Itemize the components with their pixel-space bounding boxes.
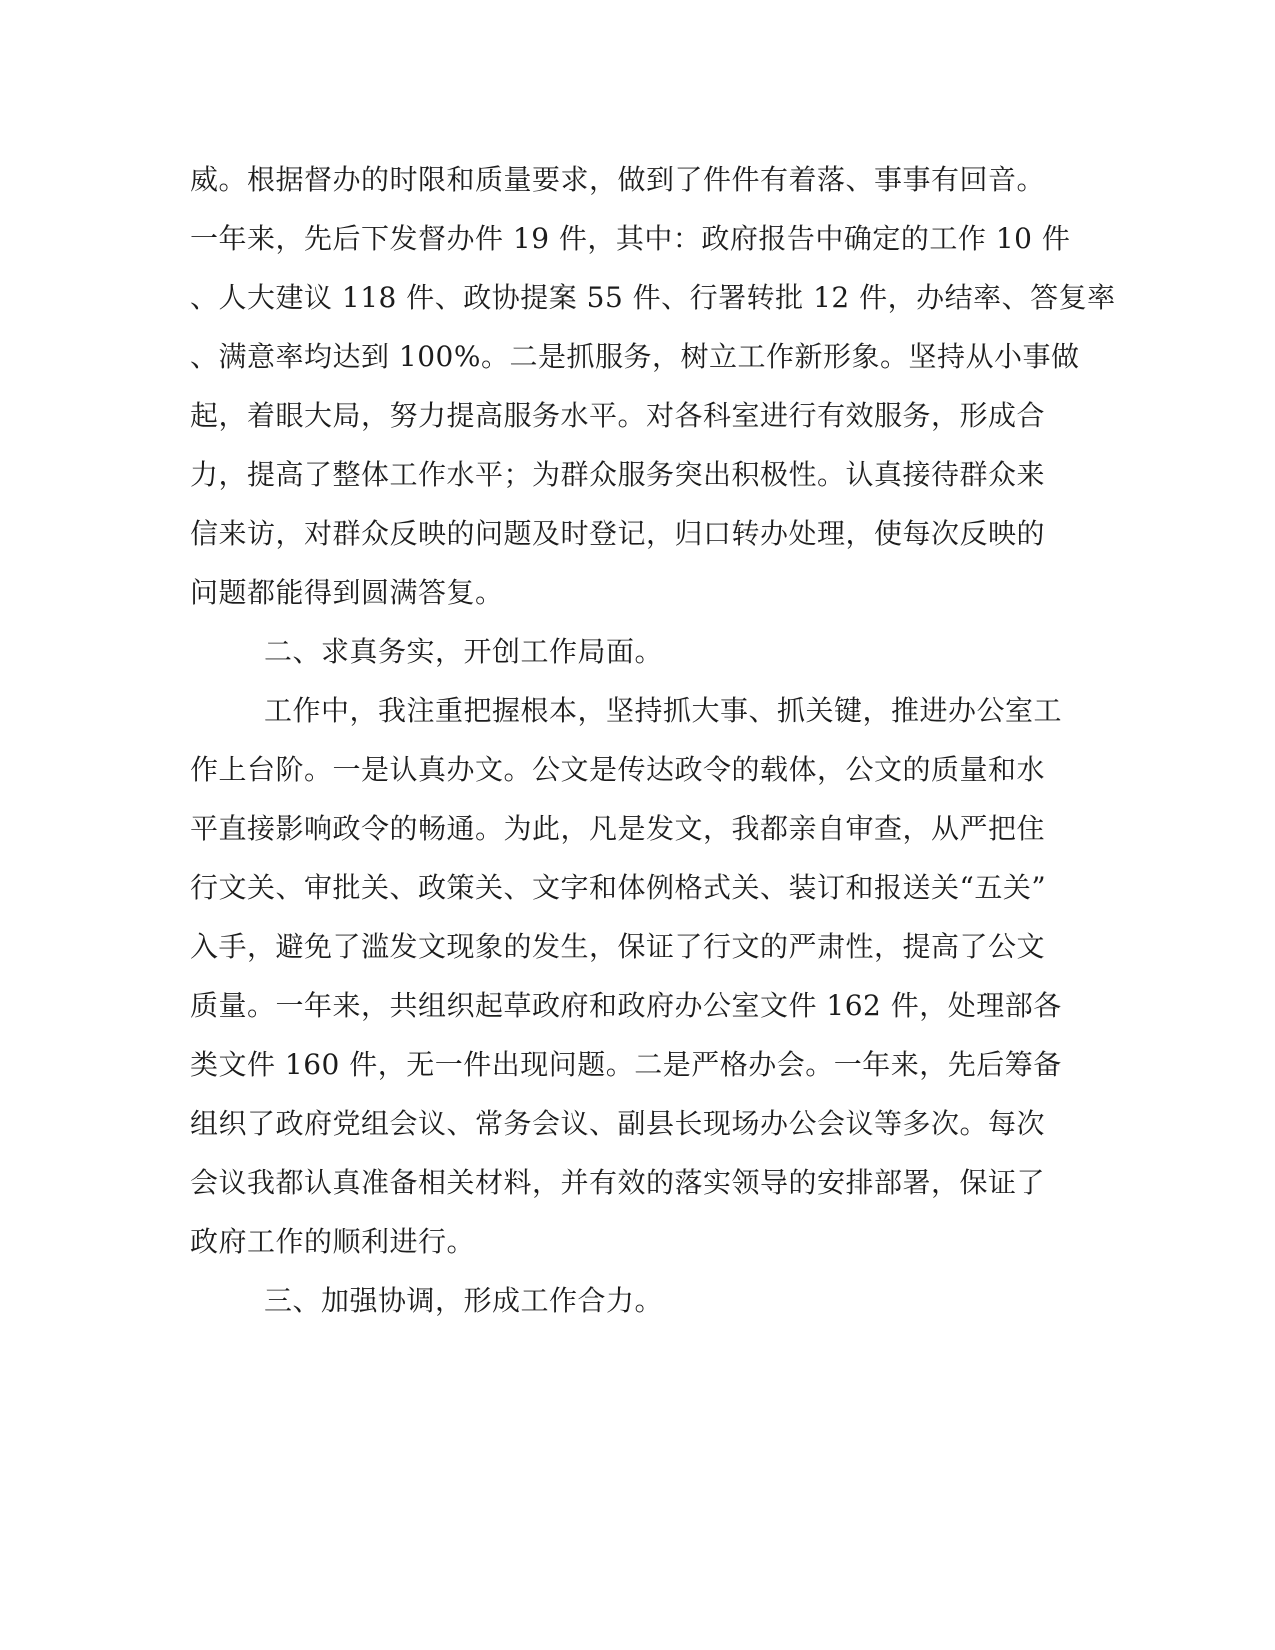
text-line: 组织了政府党组会议、常务会议、副县长现场办公会议等多次。每次 xyxy=(190,1107,1046,1140)
text-line: 平直接影响政令的畅通。为此，凡是发文，我都亲自审查，从严把住 xyxy=(190,812,1046,845)
text-line: 、满意率均达到 100%。二是抓服务，树立工作新形象。坚持从小事做 xyxy=(190,340,1080,373)
text-line: 、人大建议 118 件、政协提案 55 件、行署转批 12 件，办结率、答复率 xyxy=(190,281,1116,314)
text-line: 起，着眼大局，努力提高服务水平。对各科室进行有效服务，形成合 xyxy=(190,399,1046,432)
text-line: 力，提高了整体工作水平；为群众服务突出积极性。认真接待群众来 xyxy=(190,458,1046,491)
text-line: 信来访，对群众反映的问题及时登记，归口转办处理，使每次反映的 xyxy=(190,517,1046,550)
text-line: 政府工作的顺利进行。 xyxy=(190,1225,476,1258)
text-line: 一年来，先后下发督办件 19 件，其中：政府报告中确定的工作 10 件 xyxy=(190,222,1071,255)
section-heading: 三、加强协调，形成工作合力。 xyxy=(264,1284,664,1317)
text-line: 作上台阶。一是认真办文。公文是传达政令的载体，公文的质量和水 xyxy=(190,753,1046,786)
text-line: 质量。一年来，共组织起草政府和政府办公室文件 162 件，处理部各 xyxy=(190,989,1062,1022)
section-heading: 二、求真务实，开创工作局面。 xyxy=(264,635,664,668)
text-line: 行文关、审批关、政策关、文字和体例格式关、装订和报送关“五关” xyxy=(190,871,1047,904)
text-line: 会议我都认真准备相关材料，并有效的落实领导的安排部署，保证了 xyxy=(190,1166,1046,1199)
paragraph-first-line: 工作中，我注重把握根本，坚持抓大事、抓关键，推进办公室工 xyxy=(264,694,1063,727)
text-line: 入手，避免了滥发文现象的发生，保证了行文的严肃性，提高了公文 xyxy=(190,930,1046,963)
text-line: 威。根据督办的时限和质量要求，做到了件件有着落、事事有回音。 xyxy=(190,163,1046,196)
text-line: 类文件 160 件，无一件出现问题。二是严格办会。一年来，先后筹备 xyxy=(190,1048,1062,1081)
text-line: 问题都能得到圆满答复。 xyxy=(190,576,504,609)
